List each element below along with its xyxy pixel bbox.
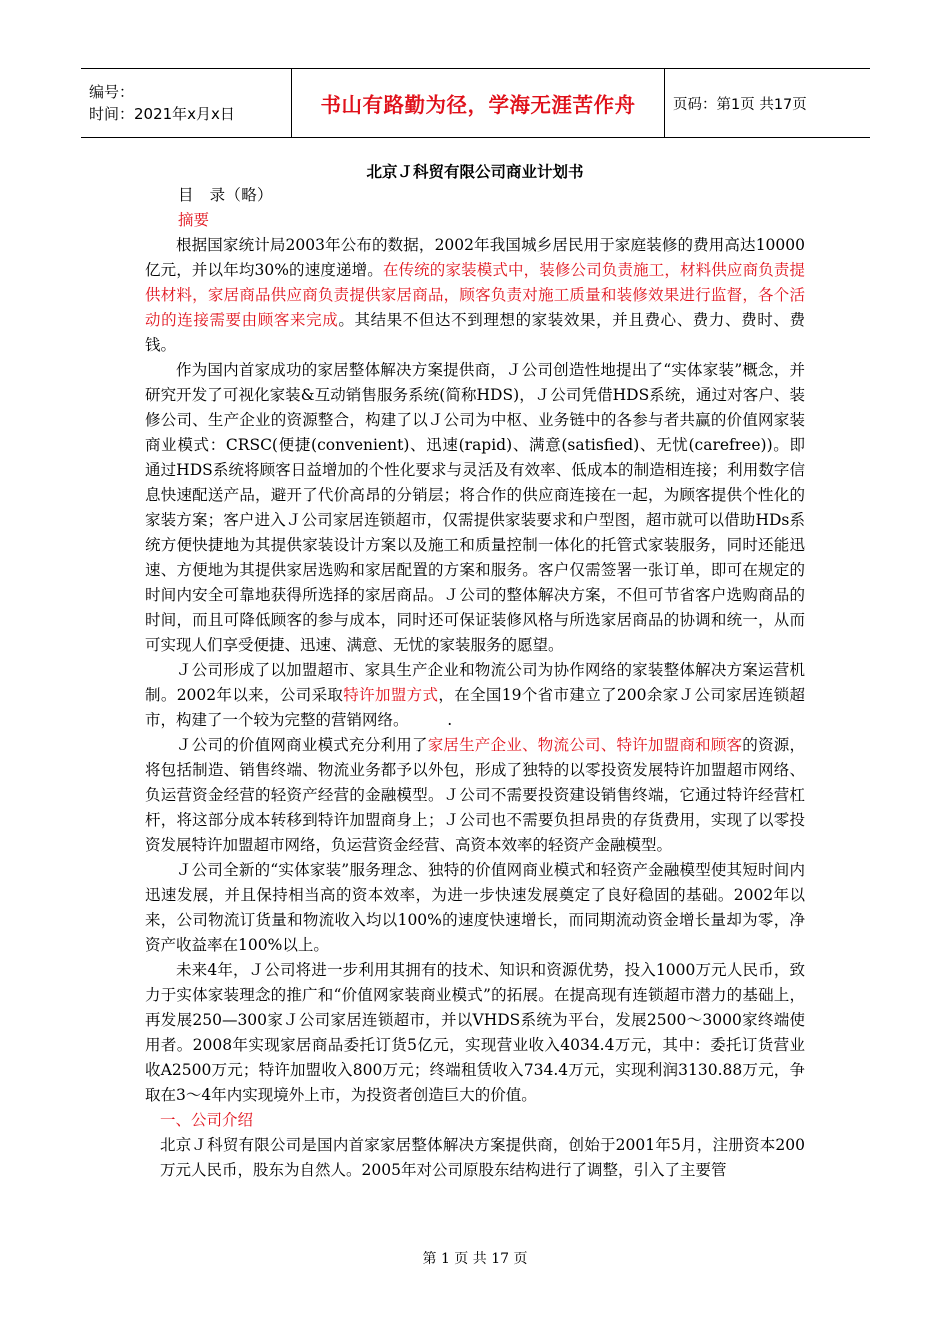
document-body <box>145 183 805 1183</box>
document-title: 北京Ｊ科贸有限公司商业计划书 <box>366 163 584 181</box>
paragraph-3-highlight: 特许加盟方式 <box>343 686 439 704</box>
paragraph-4-text-a: Ｊ公司的价值网商业模式充分利用了 <box>176 736 428 754</box>
page-label: 页码：第1页 共17页 <box>673 96 807 113</box>
company-intro-paragraph: 北京Ｊ科贸有限公司是国内首家家居整体解决方案提供商，创始于2001年5月，注册资本200万元人民币，股东为自然人。2005年对公司原股东结构进行了调整，引入了主要管 <box>160 1136 805 1179</box>
toc-line: 目 录（略） <box>178 186 273 204</box>
paragraph-6: 未来4年，Ｊ公司将进一步利用其拥有的技术、知识和资源优势，投入1000万元人民币，致力于实体家装理念的推广和“价值网家装商业模式”的拓展。在提高现有连锁超市潜力的基础上，再发展250—300家Ｊ公司家居连锁超市，并以VHDS系统为平台，发展2500～3000家终端使用者。2008年实现家居商品委托订货5亿元，实现营业收入4034.4万元，其中：委托订货营业收A2500万元；特许加盟收入800万元；终端租赁收入734.4万元，实现利润3130.88万元，争取在3～4年内实现境外上市，为投资者创造巨大的价值。 <box>145 961 805 1104</box>
paragraph-4-highlight: 家居生产企业、物流公司、特许加盟商和顾客 <box>427 736 743 754</box>
paragraph-1-text-a: 根据国家统计局2003年公布的数据，2002年我国城乡居民用于家庭装修的费用高达10000亿元，并以年均30%的速度递增。 <box>145 236 805 279</box>
section-heading-company-intro: 一、公司介绍 <box>160 1111 254 1129</box>
paragraph-3-text-a: Ｊ公司形成了以加盟超市、家具生产企业和物流公司为协作网络的家装整体解决方案运营机制。2002年以来，公司采取 <box>145 661 805 704</box>
page-header <box>81 68 870 138</box>
motto: 书山有路勤为径，学海无涯苦作舟 <box>320 93 636 117</box>
paragraph-5: Ｊ公司全新的“实体家装”服务理念、独特的价值网商业模式和轻资产金融模型使其短时间内迅速发展，并且保持相当高的资本效率，为进一步快速发展奠定了良好稳固的基础。2002年以来，公司物流订货量和物流收入均以100%的速度快速增长，而同期流动资金增长量却为零，净资产收益率在100%以上。 <box>145 861 805 954</box>
paragraph-1-text-b: 。其结果不但达不到理想的家装效果，并且费心、费力、费时、费钱。 <box>145 311 805 354</box>
header-motto-cell <box>291 69 665 137</box>
paragraph-2: 作为国内首家成功的家居整体解决方案提供商，Ｊ公司创造性地提出了“实体家装”概念，并研究开发了可视化家装&互动销售服务系统(简称HDS)，Ｊ公司凭借HDS系统，通过对客户、装修公司、生产企业的资源整合，构建了以Ｊ公司为中枢、业务链中的各参与者共赢的价值网家装商业模式：CRSC(便捷(convenient)、迅速(rapid)、满意(satisfied)、无忧(carefree))。即通过HDS系统将顾客日益增加的个性化要求与灵活及有效率、低成本的制造相连接；利用数字信息快速配送产品，避开了代价高昂的分销层；将合作的供应商连接在一起，为顾客提供个性化的家装方案；客户进入Ｊ公司家居连锁超市，仅需提供家装要求和户型图，超市就可以借助HDs系统方便快捷地为其提供家装设计方案以及施工和质量控制一体化的托管式家装服务，同时还能迅速、方便地为其提供家居选购和家居配置的方案和服务。客户仅需签署一张订单，即可在规定的时间内安全可靠地获得所选择的家居商品。Ｊ公司的整体解决方案，不但可节省客户选购商品的时间，而且可降低顾客的参与成本，同时还可保证装修风格与所选家居商品的协调和统一，从而可实现人们享受便捷、迅速、满意、无忧的家装服务的愿望。 <box>145 361 805 654</box>
header-page-cell <box>665 69 870 137</box>
abstract-heading: 摘要 <box>178 211 210 229</box>
page-footer: 第 1 页 共 17 页 <box>422 1251 528 1267</box>
header-meta <box>81 69 291 137</box>
paragraph-3-text-b: ，在全国19个省市建立了200余家Ｊ公司家居连锁超市，构建了一个较为完整的营销网络。 . <box>145 686 805 729</box>
number-label: 编号： <box>89 83 135 101</box>
paragraph-3 <box>145 658 805 733</box>
paragraph-1 <box>145 233 805 358</box>
date-label: 时间：2021年x月x日 <box>89 105 235 123</box>
paragraph-4-text-b: 的资源，将包括制造、销售终端、物流业务都予以外包，形成了独特的以零投资发展特许加盟超市网络、负运营资金经营的轻资产经营的金融模型。Ｊ公司不需要投资建设销售终端，它通过特许经营杠杆，将这部分成本转移到特许加盟商身上；Ｊ公司也不需要负担昂贵的存货费用，实现了以零投资发展特许加盟超市网络，负运营资金经营、高资本效率的轻资产金融模型。 <box>145 736 805 854</box>
paragraph-1-highlight: 在传统的家装模式中，装修公司负责施工，材料供应商负责提供材料，家居商品供应商负责提供家居商品，顾客负责对施工质量和装修效果进行监督，各个活动的连接需要由顾客来完成 <box>145 261 805 329</box>
paragraph-4 <box>145 733 805 858</box>
